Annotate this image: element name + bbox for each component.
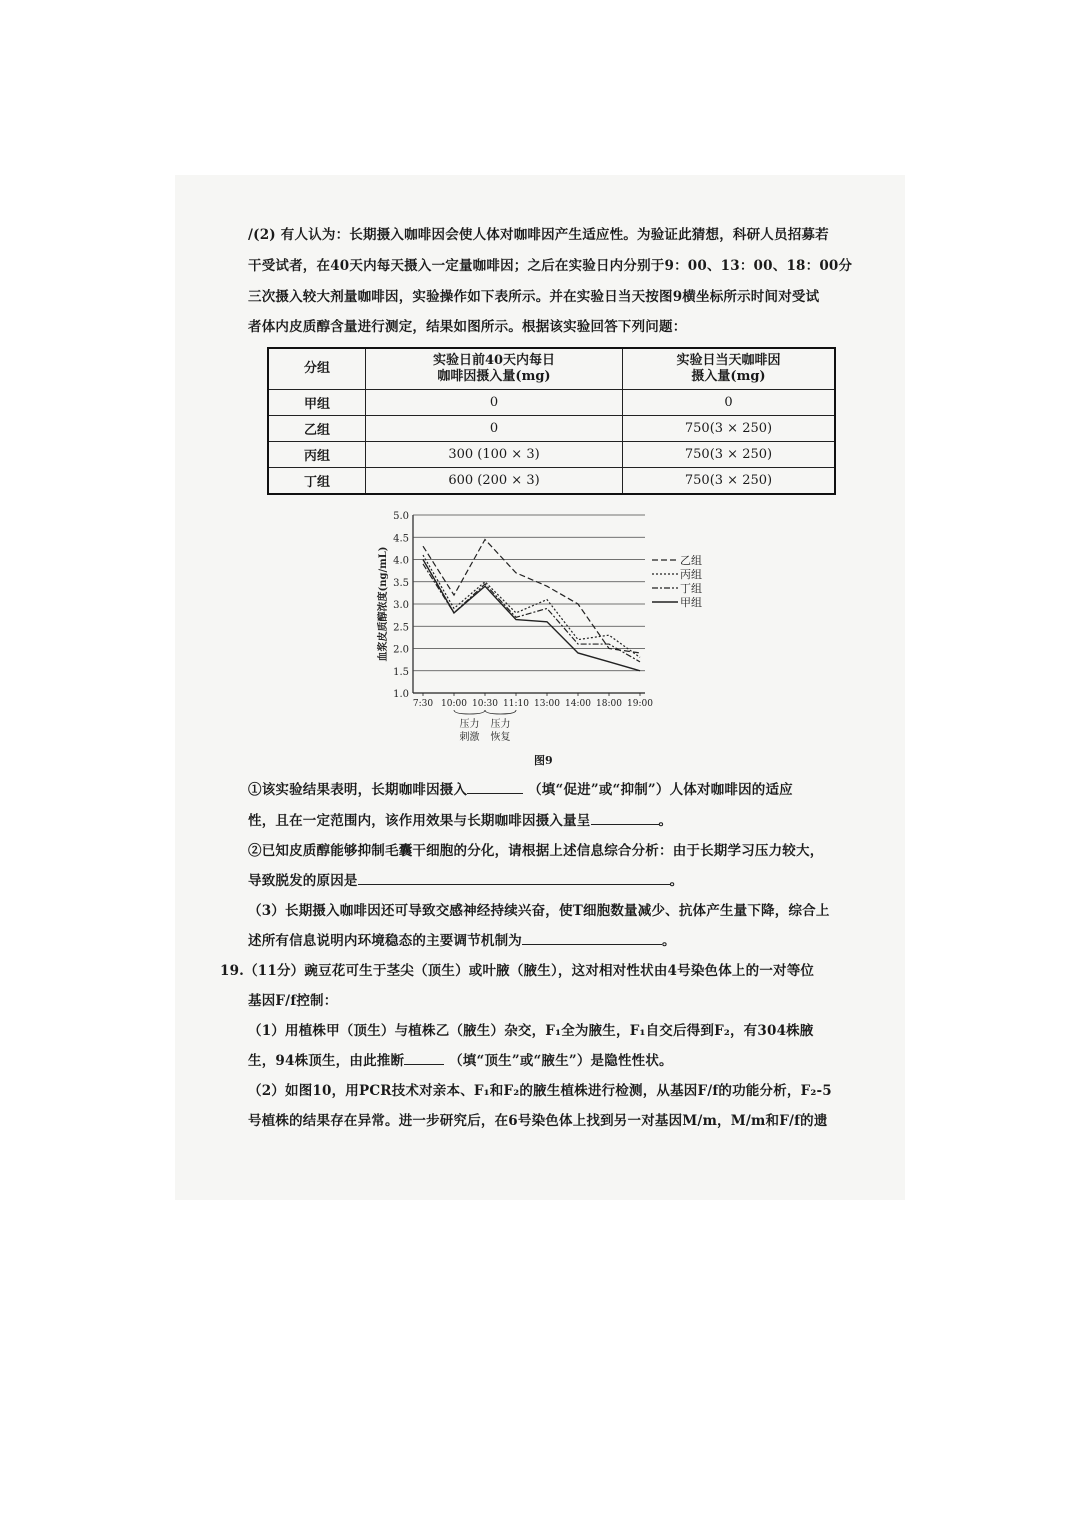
- x-tick-label: 13:00: [534, 699, 560, 709]
- series-line: [423, 555, 640, 657]
- question-line: 基因F/f控制：: [248, 993, 338, 1009]
- annotation-bracket: [485, 710, 516, 714]
- x-tick-label: 18:00: [596, 699, 622, 709]
- annotation-label: 压力: [459, 719, 480, 730]
- question-line: [248, 866, 858, 896]
- question-19-title: 19.（11分）豌豆花可生于茎尖（顶生）或叶腋（腋生），这对相对性状由4号染色体上的一对等位: [220, 963, 815, 979]
- answer-blank[interactable]: [591, 810, 659, 825]
- question-line: [248, 775, 858, 805]
- q1-text: （填“促进”或“抑制”）人体对咖啡因的适应: [528, 782, 793, 798]
- legend-label: 丁组: [680, 582, 702, 595]
- cortisol-line-chart: [360, 505, 720, 750]
- question-line: [248, 926, 858, 956]
- series-line: [423, 560, 640, 671]
- q1-text: 性，且在一定范围内，该作用效果与长期咖啡因摄入量呈: [248, 813, 591, 829]
- q3-text: 述所有信息说明内环境稳态的主要调节机制为: [248, 933, 522, 949]
- answer-blank[interactable]: [404, 1050, 444, 1065]
- legend-label: 丙组: [680, 568, 702, 581]
- question-line: （1）用植株甲（顶生）与植株乙（腋生）杂交，F₁全为腋生，F₁自交后得到F₂，有304株腋: [248, 1023, 814, 1039]
- q2-text: 。: [669, 873, 684, 889]
- annotation-bracket: [454, 710, 485, 714]
- annotation-label: 恢复: [490, 732, 511, 743]
- x-tick-label: 7:30: [412, 699, 434, 709]
- table-cell: 600 (200 × 3): [366, 468, 623, 495]
- table-cell: 丙组: [268, 442, 366, 468]
- question-line: ②已知皮质醇能够抑制毛囊干细胞的分化，请根据上述信息综合分析：由于长期学习压力较大，: [248, 843, 824, 859]
- question-line: 号植株的结果存在异常。进一步研究后，在6号染色体上找到另一对基因M/m，M/m和F/f的遗: [248, 1113, 828, 1129]
- question-line: [248, 806, 858, 836]
- table-row: [268, 390, 835, 416]
- table-cell: 300 (100 × 3): [366, 442, 623, 468]
- q3-text: 。: [662, 933, 676, 949]
- legend-label: 乙组: [680, 554, 702, 567]
- answer-blank[interactable]: [467, 779, 523, 794]
- table-cell: 0: [366, 416, 623, 442]
- annotation-label: 压力: [490, 719, 511, 730]
- table-cell: 乙组: [268, 416, 366, 442]
- y-axis-label: 血浆皮质醇浓度(ng/mL): [378, 546, 389, 662]
- legend-label: 甲组: [680, 596, 702, 609]
- table-cell: 0: [623, 390, 836, 416]
- table-row: [268, 442, 835, 468]
- y-tick-label: 4.0: [393, 555, 409, 567]
- q1-text: ①该实验结果表明，长期咖啡因摄入: [248, 782, 468, 798]
- y-tick-label: 2.5: [393, 622, 409, 634]
- annotation-label: 刺激: [459, 732, 480, 743]
- question-line: （2）如图10，用PCR技术对亲本、F₁和F₂的腋生植株进行检测，从基因F/f的功能分析，F₂-5: [248, 1083, 832, 1099]
- paragraph-line: 者体内皮质醇含量进行测定，结果如图所示。根据该实验回答下列问题：: [248, 319, 687, 335]
- header-cell: 分组: [268, 348, 366, 390]
- x-tick-label: 10:00: [441, 699, 467, 709]
- y-tick-label: 1.5: [393, 666, 409, 678]
- question-line: [248, 1046, 858, 1076]
- table-header-row: [268, 348, 835, 390]
- caffeine-table: [267, 347, 836, 495]
- y-tick-label: 3.5: [393, 577, 409, 589]
- y-tick-label: 2.0: [393, 644, 409, 656]
- q19-text: （填“顶生”或“腋生”）是隐性性状。: [449, 1053, 673, 1069]
- table-row: [268, 468, 835, 495]
- y-tick-label: 4.5: [393, 533, 409, 545]
- q2-text: 导致脱发的原因是: [248, 873, 358, 889]
- x-tick-label: 19:00: [627, 699, 653, 709]
- table-cell: 甲组: [268, 390, 366, 416]
- x-tick-label: 11:10: [503, 699, 529, 709]
- table-cell: 750(3 × 250): [623, 416, 836, 442]
- table-cell: 750(3 × 250): [623, 468, 836, 495]
- y-tick-label: 3.0: [393, 600, 409, 611]
- answer-blank[interactable]: [522, 930, 662, 945]
- paragraph-line: 干受试者，在40天内每天摄入一定量咖啡因；之后在实验日内分别于9：00、13：00、18：00分: [248, 258, 853, 274]
- table-row: [268, 416, 835, 442]
- y-tick-label: 5.0: [393, 511, 409, 522]
- question-line: （3）长期摄入咖啡因还可导致交感神经持续兴奋，使T细胞数量减少、抗体产生量下降，综合上: [248, 903, 830, 919]
- y-tick-label: 1.0: [393, 689, 409, 700]
- x-tick-label: 14:00: [565, 699, 591, 709]
- header-cell: 实验日前40天内每日 咖啡因摄入量(mg): [366, 348, 623, 390]
- figure-caption: 图9: [534, 754, 553, 767]
- q1-text: 。: [658, 813, 673, 829]
- header-cell: 实验日当天咖啡因 摄入量(mg): [623, 348, 836, 390]
- table-cell: 丁组: [268, 468, 366, 495]
- q19-text: 生，94株顶生，由此推断: [248, 1053, 405, 1069]
- table-cell: 750(3 × 250): [623, 442, 836, 468]
- table-cell: 0: [366, 390, 623, 416]
- paragraph-line: /(2) 有人认为：长期摄入咖啡因会使人体对咖啡因产生适应性。为验证此猜想，科研人员招募若: [248, 227, 829, 243]
- answer-blank[interactable]: [358, 870, 670, 885]
- paragraph-line: 三次摄入较大剂量咖啡因，实验操作如下表所示。并在实验日当天按图9横坐标所示时间对受试: [248, 289, 820, 305]
- x-tick-label: 10:30: [472, 699, 498, 709]
